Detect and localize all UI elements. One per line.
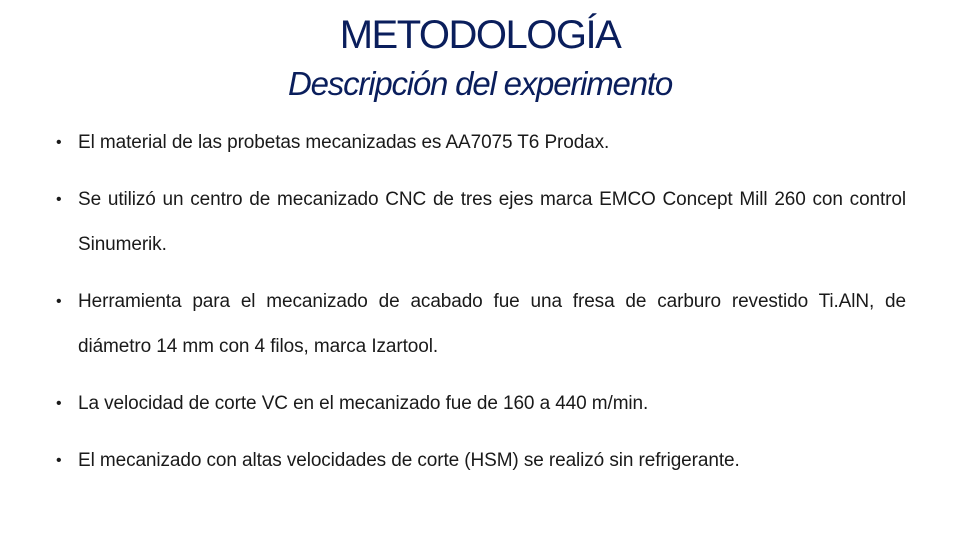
- bullet-dot-icon: •: [56, 395, 62, 412]
- bullet-item: [56, 177, 906, 267]
- bullet-dot-icon: •: [56, 191, 62, 208]
- bullet-text: Herramienta para el mecanizado de acabado fue una fresa de carburo revestido Ti.AlN, de diámetro 14 mm con 4 filos, marca Izartool.: [78, 291, 906, 357]
- bullet-dot-icon: •: [56, 134, 62, 151]
- bullet-item: [56, 381, 906, 426]
- bullet-text: El mecanizado con altas velocidades de corte (HSM) se realizó sin refrigerante.: [78, 450, 740, 471]
- bullet-text: La velocidad de corte VC en el mecanizado fue de 160 a 440 m/min.: [78, 393, 649, 414]
- slide-title: METODOLOGÍA: [339, 13, 621, 57]
- bullet-dot-icon: •: [56, 293, 62, 310]
- bullet-list: [56, 120, 906, 483]
- bullet-text: Se utilizó un centro de mecanizado CNC de tres ejes marca EMCO Concept Mill 260 con control Sinumerik.: [78, 189, 906, 255]
- bullet-item: [56, 279, 906, 369]
- bullet-text: El material de las probetas mecanizadas es AA7075 T6 Prodax.: [78, 132, 610, 153]
- bullet-item: [56, 120, 906, 165]
- bullet-item: [56, 438, 906, 483]
- slide-subtitle: Descripción del experimento: [288, 65, 672, 102]
- bullet-dot-icon: •: [56, 452, 62, 469]
